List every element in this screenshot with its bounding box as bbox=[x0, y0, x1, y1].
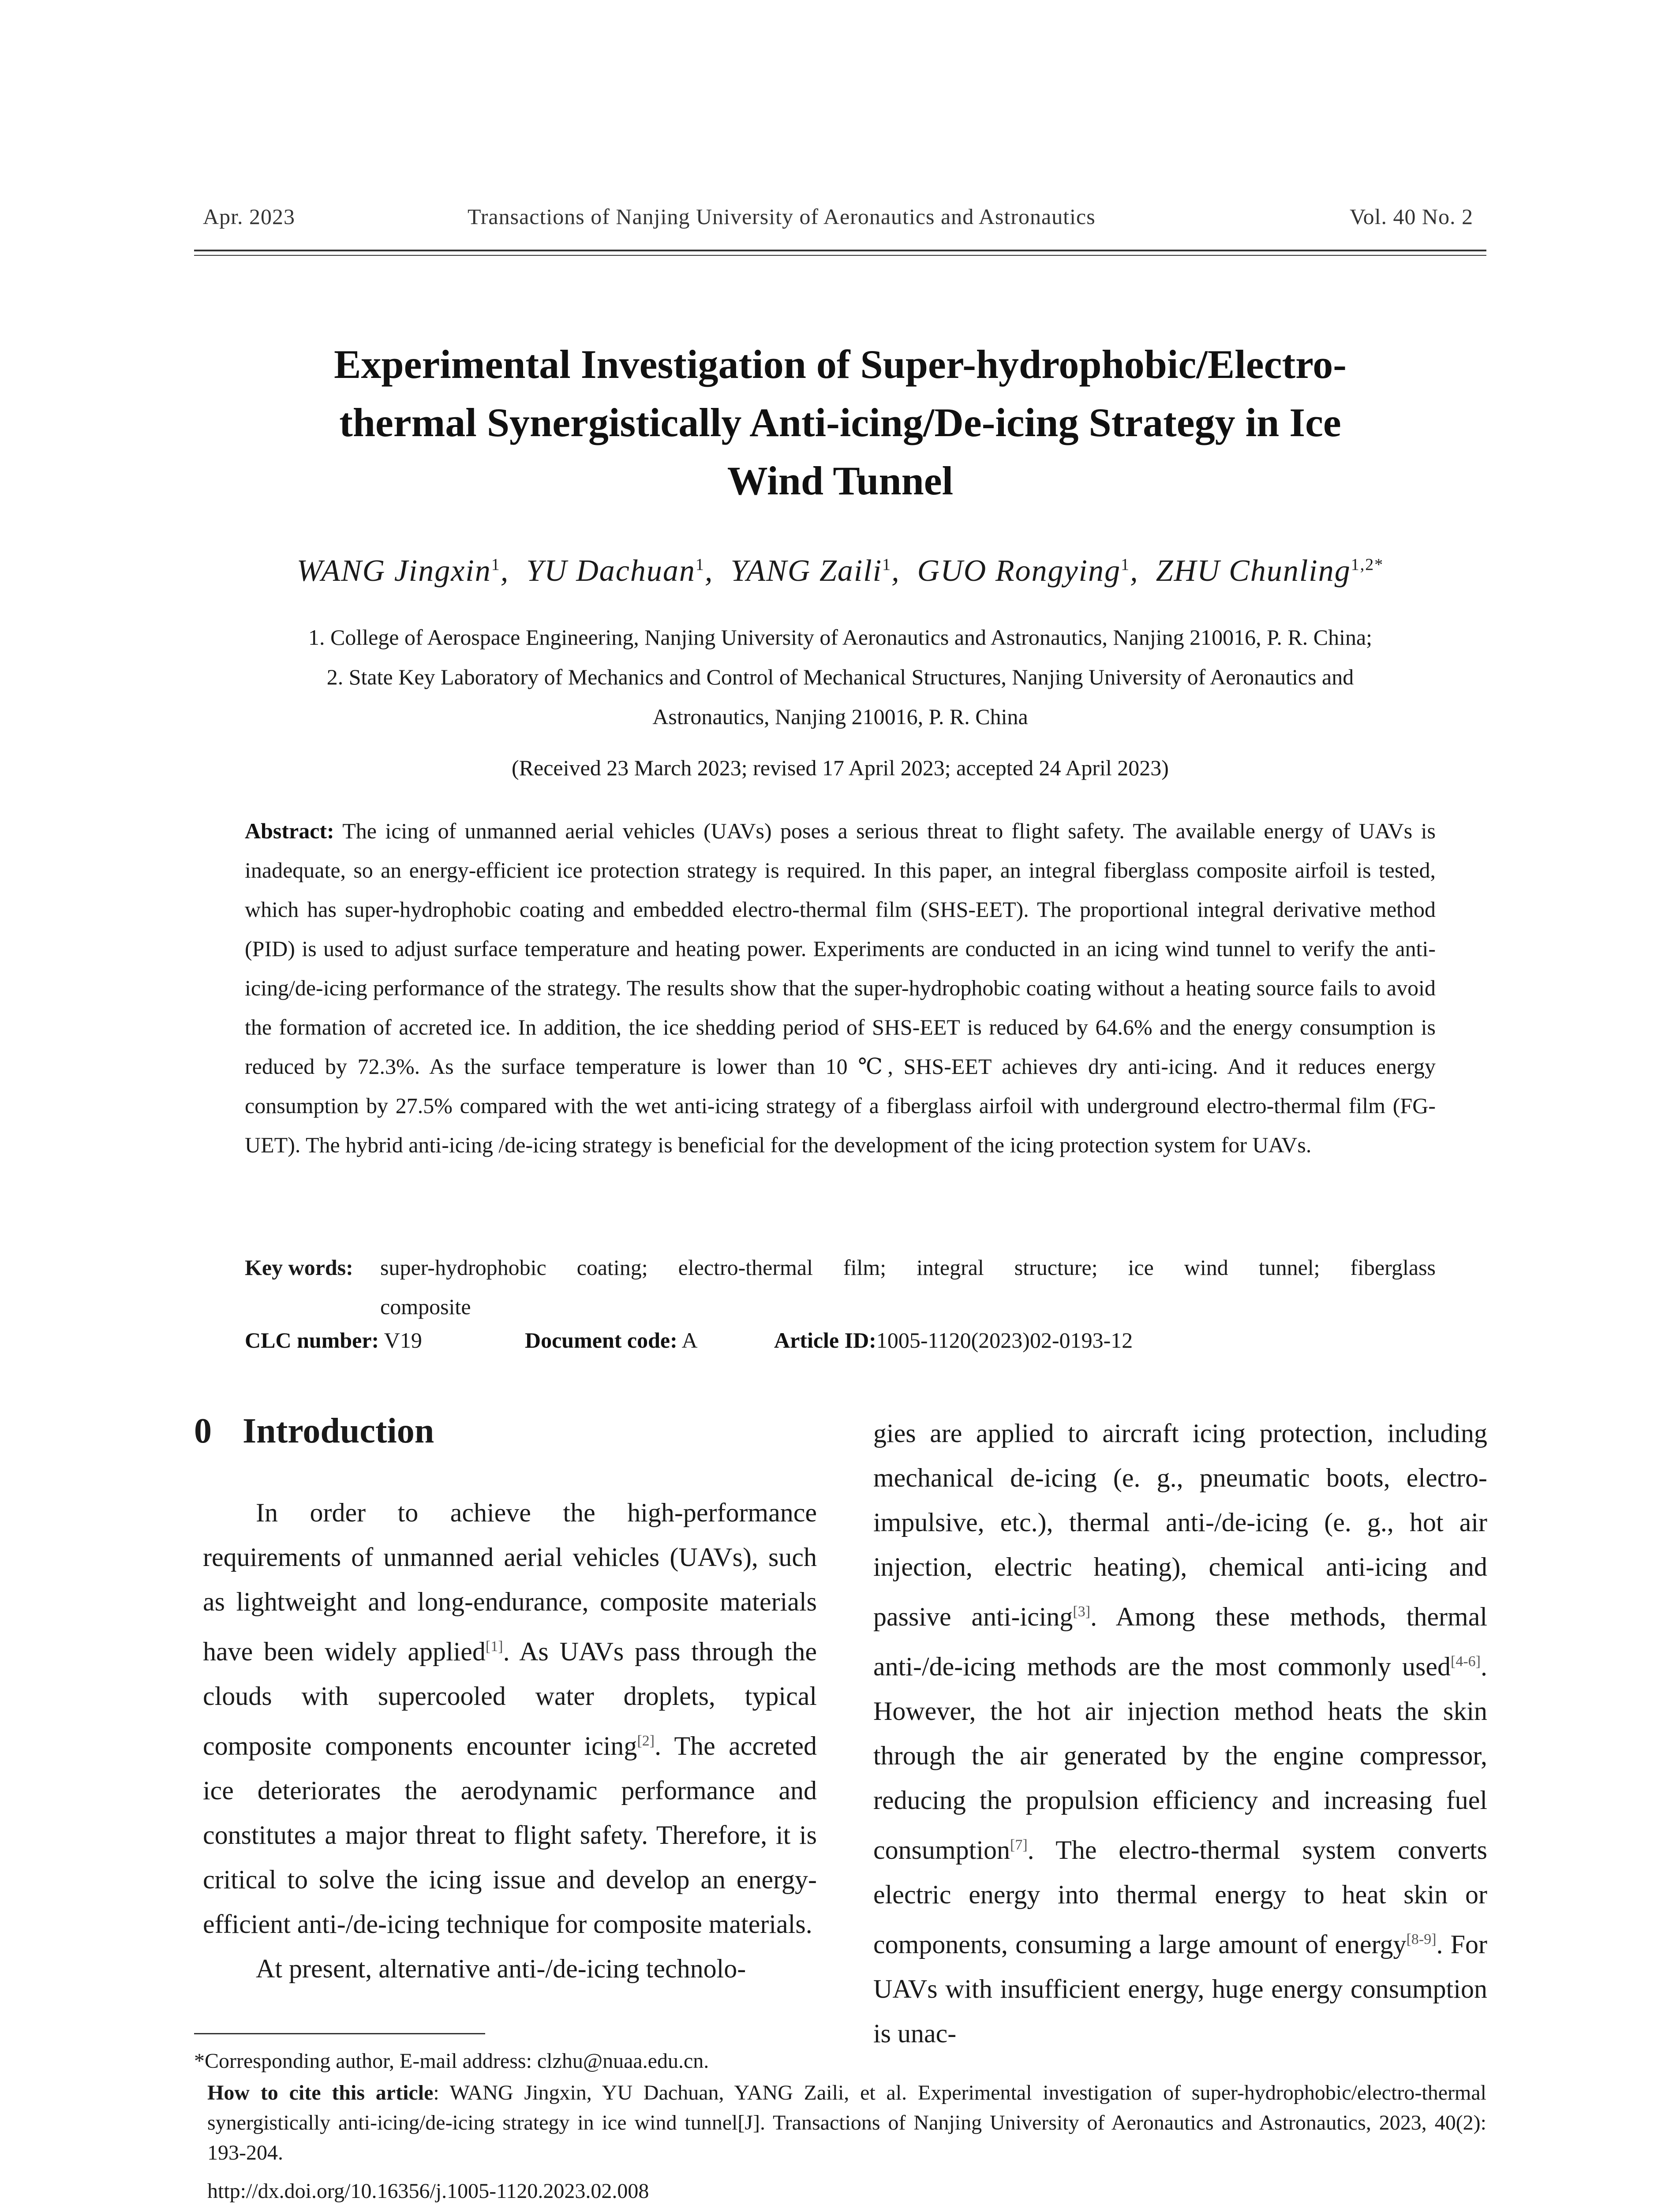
doc-code-value: A bbox=[681, 1328, 698, 1353]
author-affiliation-mark: 1 bbox=[491, 555, 501, 574]
author-name: WANG Jingxin bbox=[296, 554, 491, 588]
paragraph: At present, alternative anti-/de-icing technolo- bbox=[256, 1954, 746, 1983]
citation[interactable]: [7] bbox=[1010, 1837, 1028, 1853]
section-heading bbox=[194, 1411, 434, 1451]
affiliation-2-cont: Astronautics, Nanjing 210016, P. R. China bbox=[652, 704, 1028, 729]
header-rule-top bbox=[194, 250, 1486, 251]
title-line: Experimental Investigation of Super-hydrophobic/Electro- bbox=[334, 342, 1347, 387]
left-column bbox=[203, 1491, 817, 1991]
paper-title bbox=[194, 335, 1486, 510]
document-code bbox=[525, 1327, 698, 1353]
author-name: GUO Rongying bbox=[917, 554, 1121, 588]
abstract bbox=[245, 811, 1436, 1165]
title-line: Wind Tunnel bbox=[727, 458, 954, 503]
footnote-rule bbox=[194, 2033, 485, 2034]
clc-value: V19 bbox=[384, 1328, 422, 1353]
received-dates: (Received 23 March 2023; revised 17 April 2023; accepted 24 April 2023) bbox=[512, 755, 1169, 780]
corresponding-author: *Corresponding author, E-mail address: clzhu@nuaa.edu.cn. bbox=[194, 2049, 709, 2073]
paragraph bbox=[873, 1411, 1487, 2056]
doc-code-label: Document code: bbox=[525, 1328, 677, 1353]
paragraph-text: . As UAVs pass through the clouds with supercooled water droplets, typical composite components encounter icing bbox=[203, 1637, 817, 1760]
section-title: Introduction bbox=[243, 1412, 434, 1450]
citation[interactable]: [2] bbox=[637, 1733, 655, 1749]
citation[interactable]: [8-9] bbox=[1406, 1931, 1437, 1947]
author-affiliation-mark: 1 bbox=[882, 555, 892, 574]
header-journal: Transactions of Nanjing University of Aeronautics and Astronautics bbox=[468, 204, 1096, 229]
keywords bbox=[380, 1248, 1436, 1327]
article-id-label: Article ID: bbox=[774, 1328, 876, 1353]
title-line: thermal Synergistically Anti-icing/De-icing Strategy in Ice bbox=[339, 400, 1341, 445]
clc-label: CLC number: bbox=[245, 1328, 379, 1353]
clc-number bbox=[245, 1327, 422, 1353]
author-name: YU Dachuan bbox=[526, 554, 696, 588]
paragraph-text: . However, the hot air injection method heats the skin through the air generated by the engine compressor, reducing the propulsion efficiency and increasing fuel consumption bbox=[873, 1652, 1487, 1865]
affiliations bbox=[194, 617, 1486, 736]
cite-text: : WANG Jingxin, YU Dachuan, YANG Zaili, et al. Experimental investigation of super-hydrophobic/electro-thermal synergistically anti-icing/de-icing strategy in ice wind tunnel[J]. Transactions of Nanjing University of Aeronautics and Astronautics, 2023, 40(2): 193-204. bbox=[207, 2081, 1487, 2164]
paragraph-text: . For UAVs with insufficient energy, huge energy consumption is unac- bbox=[873, 1930, 1487, 2048]
keywords-line: composite bbox=[380, 1294, 471, 1319]
right-column bbox=[873, 1411, 1487, 2056]
cite-label: How to cite this article bbox=[207, 2081, 434, 2104]
abstract-label: Abstract: bbox=[245, 818, 334, 843]
paragraph bbox=[203, 1491, 817, 1947]
doi-link[interactable]: http://dx.doi.org/10.16356/j.1005-1120.2023.02.008 bbox=[207, 2179, 649, 2203]
keywords-label: Key words: bbox=[245, 1255, 353, 1280]
article-id bbox=[774, 1327, 1133, 1353]
header-rule-bottom bbox=[194, 255, 1486, 256]
citation[interactable]: [4-6] bbox=[1451, 1653, 1481, 1670]
author-list: WANG Jingxin$^1$, YU Dachuan$^1$, YANG Zaili$^1$, GUO Rongying$^1$, ZHU Chunling$^{1,2*}$ bbox=[296, 554, 1384, 588]
article-id-value: 1005-1120(2023)02-0193-12 bbox=[876, 1328, 1133, 1353]
affiliation-1: 1. College of Aerospace Engineering, Nanjing University of Aeronautics and Astronautics, Nanjing 210016, P. R. China; bbox=[308, 625, 1373, 650]
section-number: 0 bbox=[194, 1412, 212, 1450]
citation[interactable]: [3] bbox=[1073, 1603, 1091, 1620]
keywords-line: super-hydrophobic coating; electro-thermal film; integral structure; ice wind tunnel; fiberglass bbox=[380, 1255, 1436, 1280]
paragraph-text: gies are applied to aircraft icing protection, including mechanical de-icing (e. g., pneumatic boots, electro-impulsive, etc.), thermal anti-/de-icing (e. g., hot air injection, electric heating), chemical anti-icing and passive anti-icing bbox=[873, 1419, 1487, 1631]
author-affiliation-mark: 1,2* bbox=[1351, 555, 1384, 574]
author-name: ZHU Chunling bbox=[1156, 554, 1351, 588]
citation[interactable]: [1] bbox=[485, 1638, 503, 1655]
paragraph-text: . The accreted ice deteriorates the aerodynamic performance and constitutes a major threat to flight safety. Therefore, it is critical to solve the icing issue and develop an energy-efficient anti-/de-icing technique for composite materials. bbox=[203, 1731, 817, 1939]
paragraph-text: In order to achieve the high-performance requirements of unmanned aerial vehicles (UAVs), such as lightweight and long-endurance, composite materials have been widely applied bbox=[203, 1498, 817, 1666]
author-affiliation-mark: 1 bbox=[695, 555, 705, 574]
abstract-text: The icing of unmanned aerial vehicles (UAVs) poses a serious threat to flight safety. The available energy of UAVs is inadequate, so an energy-efficient ice protection strategy is required. In this paper, an integral fiberglass composite airfoil is tested, which has super-hydrophobic coating and embedded electro-thermal film (SHS-EET). The proportional integral derivative method (PID) is used to adjust surface temperature and heating power. Experiments are conducted in an icing wind tunnel to verify the anti-icing/de-icing performance of the strategy. The results show that the super-hydrophobic coating without a heating source fails to avoid the formation of accreted ice. In addition, the ice shedding period of SHS-EET is reduced by 64.6% and the energy consumption is reduced by 72.3%. As the surface temperature is lower than 10 ℃, SHS-EET achieves dry anti-icing. And it reduces energy consumption by 27.5% compared with the wet anti-icing strategy of a fiberglass airfoil with underground electro-thermal film (FG-UET). The hybrid anti-icing /de-icing strategy is beneficial for the development of the icing protection system for UAVs. bbox=[245, 818, 1436, 1157]
affiliation-2: 2. State Key Laboratory of Mechanics and Control of Mechanical Structures, Nanjing University of Aeronautics and bbox=[326, 665, 1354, 689]
paragraph-text: . Among these methods, thermal anti-/de-icing methods are the most commonly used bbox=[873, 1602, 1487, 1681]
author-affiliation-mark: 1 bbox=[1121, 555, 1130, 574]
author-name: YANG Zaili bbox=[730, 554, 883, 588]
header-date: Apr. 2023 bbox=[203, 204, 295, 229]
paragraph-text: . The electro-thermal system converts electric energy into thermal energy to heat skin or components, consuming a large amount of energy bbox=[873, 1835, 1487, 1959]
how-to-cite bbox=[207, 2078, 1486, 2168]
header-volume: Vol. 40 No. 2 bbox=[1350, 204, 1474, 229]
